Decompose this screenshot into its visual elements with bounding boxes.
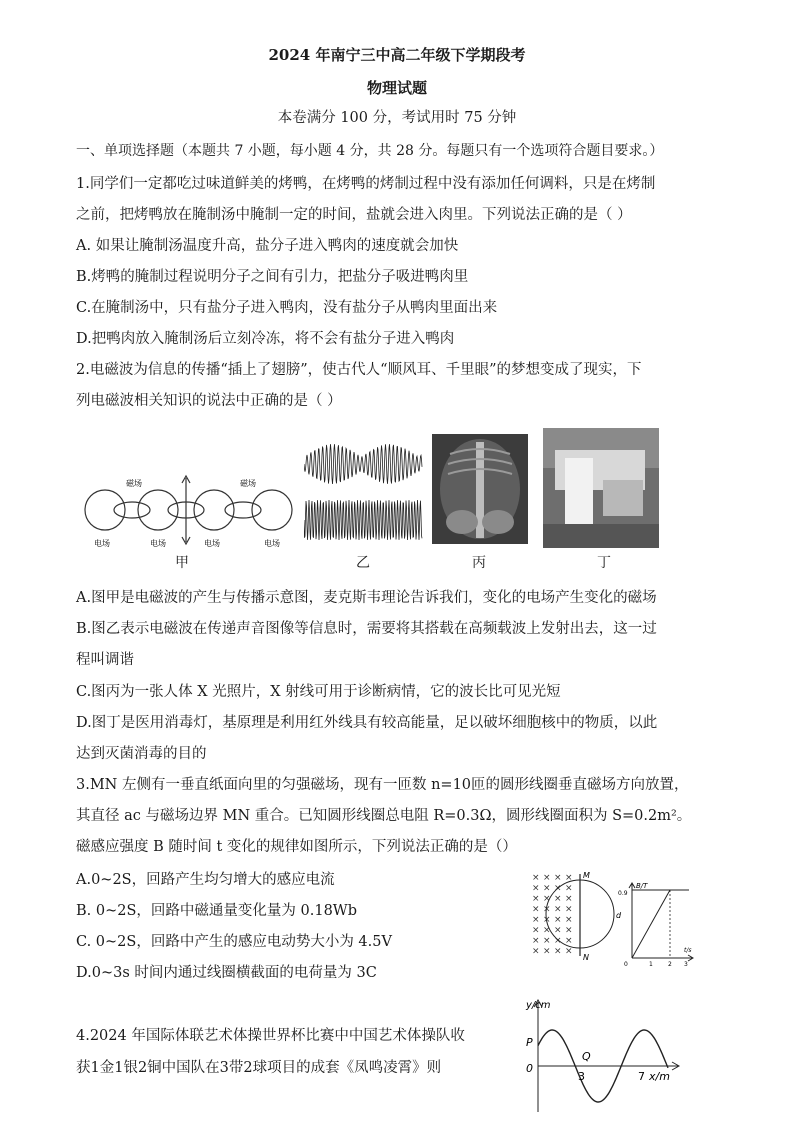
bt-y-axis-label: B/T	[636, 882, 648, 890]
q1-option-b: B.烤鸭的腌制过程说明分子之间有引力，把盐分子吸进鸭肉里	[76, 269, 469, 285]
q2-option-d-line1: D.图丁是医用消毒灯，基原理是利用红外线具有较高能量，足以破坏细胞核中的物质，以此	[76, 715, 658, 731]
label-M: M	[583, 871, 590, 880]
q4-stem-line1: 4.2024 年国际体联艺术体操世界杯比赛中中国艺术体操队收	[76, 1028, 465, 1044]
figure-yi-modulated-wave	[304, 436, 424, 548]
field-cross: ×	[543, 915, 551, 925]
field-cross: ×	[554, 946, 562, 957]
field-cross: ×	[543, 904, 551, 915]
q2-option-a: A.图甲是电磁波的产生与传播示意图，麦克斯韦理论告诉我们，变化的电场产生变化的磁场	[76, 590, 657, 606]
bt-x-axis-label: t/s	[684, 947, 692, 954]
label-N: N	[583, 953, 589, 962]
q2-stem-line2: 列电磁波相关知识的说法中正确的是（ ）	[76, 393, 342, 409]
q3-stem-line2: 其直径 ac 与磁场边界 MN 重合。已知圆形线圈总电阻 R=0.3Ω，圆形线圈面积为 S=0.2m²。	[76, 808, 692, 824]
q4-label-zero: 0	[526, 1062, 533, 1075]
exam-info: 本卷满分 100 分，考试用时 75 分钟	[277, 110, 517, 126]
field-cross: ×	[565, 925, 573, 936]
q1-stem-line2: 之前，把烤鸭放在腌制汤中腌制一定的时间，盐就会进入肉里。下列说法正确的是（ ）	[76, 207, 632, 223]
q3-option-a: A.0~2S，回路产生均匀增大的感应电流	[76, 872, 335, 888]
field-cross: ×	[532, 883, 540, 894]
bt-tick-1: 1	[649, 961, 653, 968]
q4-wave-graph	[518, 994, 688, 1116]
q2-option-b-line1: B.图乙表示电磁波在传递声音图像等信息时，需要将其搭载在高频载波上发射出去，这一过	[76, 621, 657, 637]
field-cross: ×	[532, 915, 540, 925]
yi-wave-band	[304, 500, 422, 540]
q1-option-d: D.把鸭肉放入腌制汤后立刻冷冻，将不会有盐分子进入鸭肉	[76, 331, 455, 347]
field-cross: ×	[532, 873, 540, 883]
label-d: d	[616, 911, 622, 920]
figure-label-yi: 乙	[356, 555, 370, 571]
figure-ding-lamp-photo	[543, 428, 659, 548]
jia-label-electric-2: 电场	[150, 539, 166, 548]
q4-x-axis-label: x/m	[649, 1070, 670, 1083]
field-cross: ×	[554, 925, 562, 936]
field-cross: ×	[532, 904, 540, 915]
q4-label-3: 3	[578, 1070, 585, 1083]
jia-label-magnetic-2: 磁场	[240, 479, 256, 488]
q2-option-c: C.图丙为一张人体 X 光照片，X 射线可用于诊断病情，它的波长比可见光短	[76, 684, 561, 700]
field-cross: ×	[565, 904, 573, 915]
field-cross: ×	[554, 936, 562, 946]
q1-stem-line1: 1.同学们一定都吃过味道鲜美的烤鸭，在烤鸭的烤制过程中没有添加任何调料，只是在烤制	[76, 176, 656, 192]
field-cross: ×	[554, 894, 562, 904]
q4-y-axis-label: y/cm	[526, 1000, 551, 1011]
exam-title: 2024 年南宁三中高二年级下学期段考	[268, 46, 526, 64]
jia-label-electric-1: 电场	[94, 539, 110, 548]
q3-stem-line1: 3.MN 左侧有一垂直纸面向里的匀强磁场，现有一匝数 n=10匝的圆形线圈垂直磁场方向放置，	[76, 777, 689, 793]
q4-label-7: 7	[638, 1070, 645, 1083]
field-cross: ×	[532, 936, 540, 946]
field-cross: ×	[543, 936, 551, 946]
field-cross: ×	[565, 873, 573, 883]
q3-option-c: C. 0~2S，回路中产生的感应电动势大小为 4.5V	[76, 934, 392, 950]
field-cross: ×	[543, 946, 551, 957]
field-cross: ×	[543, 894, 551, 904]
field-cross: ×	[554, 904, 562, 915]
bt-tick-3: 3	[684, 961, 688, 968]
field-cross: ×	[565, 915, 573, 925]
field-cross: ×	[543, 925, 551, 936]
jia-label-magnetic-1: 磁场	[126, 479, 142, 488]
field-cross: ×	[532, 946, 540, 957]
field-cross: ×	[565, 936, 573, 946]
bt-tick-2: 2	[668, 961, 672, 968]
exam-subtitle: 物理试题	[366, 79, 427, 97]
bt-rising-line	[632, 890, 670, 958]
field-cross: ×	[565, 894, 573, 904]
figure-label-jia: 甲	[175, 555, 189, 571]
field-cross: ×	[565, 946, 573, 957]
section-heading: 一、单项选择题（本题共 7 小题，每小题 4 分，共 28 分。每题只有一个选项符合题目要求。）	[76, 143, 664, 159]
q2-stem-line1: 2.电磁波为信息的传播“插上了翅膀”，使古代人“顺风耳、千里眼”的梦想变成了现实，下	[76, 362, 642, 378]
field-cross: ×	[543, 873, 551, 883]
figure-label-bing: 丙	[472, 555, 486, 571]
q2-option-d-line2: 达到灭菌消毒的目的	[76, 746, 207, 762]
field-cross: ×	[554, 915, 562, 925]
q1-option-a: A. 如果让腌制汤温度升高，盐分子进入鸭肉的速度就会加快	[76, 238, 459, 254]
q2-option-b-line2: 程叫调谐	[76, 652, 134, 668]
figure-label-ding: 丁	[597, 555, 611, 571]
figure-bing-xray-photo	[432, 434, 528, 544]
field-cross: ×	[532, 894, 540, 904]
q1-option-c: C.在腌制汤中，只有盐分子进入鸭肉，没有盐分子从鸭肉里面出来	[76, 300, 498, 316]
bt-tick-0: 0	[624, 961, 628, 968]
yi-wave-band	[304, 444, 422, 484]
jia-label-electric-4: 电场	[264, 539, 280, 548]
q3-bt-graph	[618, 880, 698, 970]
q3-stem-line3: 磁感应强度 B 随时间 t 变化的规律如图所示，下列说法正确的是（）	[76, 839, 517, 855]
field-cross: ×	[543, 883, 551, 894]
bt-tick-09: 0.9	[618, 890, 628, 897]
field-cross: ×	[565, 883, 573, 894]
figure-jia-em-wave	[80, 470, 300, 550]
q4-stem-line2: 获1金1银2铜中国队在3带2球项目的成套《凤鸣凌霄》则	[76, 1060, 442, 1076]
q3-coil-figure	[528, 868, 628, 962]
q4-label-P: P	[526, 1036, 533, 1049]
q3-option-b: B. 0~2S，回路中磁通量变化量为 0.18Wb	[76, 903, 357, 919]
q4-label-Q: Q	[582, 1050, 591, 1063]
q3-option-d: D.0~3s 时间内通过线圈横截面的电荷量为 3C	[76, 965, 377, 981]
field-cross: ×	[554, 873, 562, 883]
jia-label-electric-3: 电场	[204, 539, 220, 548]
field-cross: ×	[532, 925, 540, 936]
field-cross: ×	[554, 883, 562, 894]
